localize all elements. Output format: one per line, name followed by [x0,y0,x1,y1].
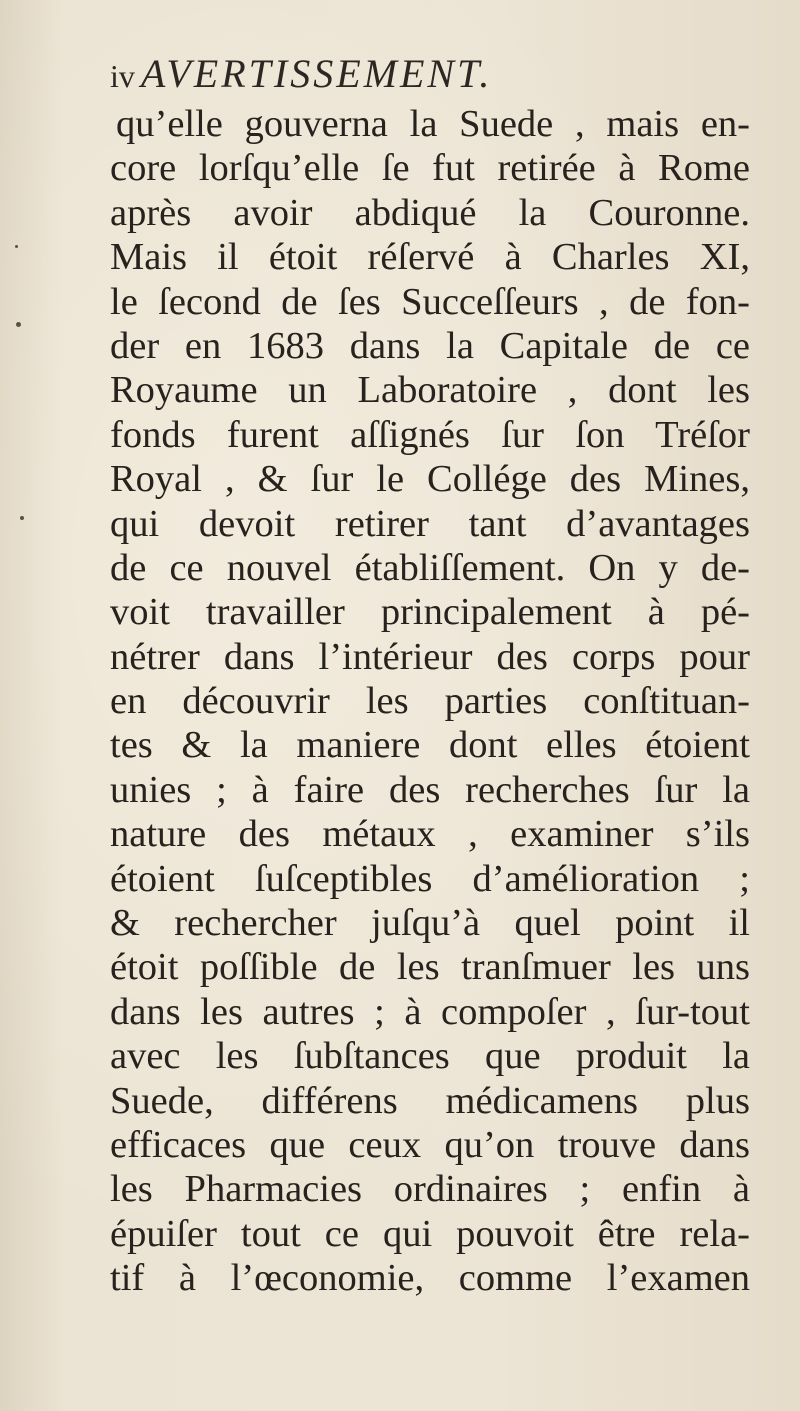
ink-speck [15,245,18,248]
text-line: qu’elle gouverna la Suede , mais en- [116,103,750,145]
running-header [110,46,750,102]
text-line: nétrer dans l’intérieur des corps pour [110,635,750,678]
body-text [110,102,750,1301]
text-line: après avoir abdiqué la Couronne. [110,191,750,234]
text-line: der en 1683 dans la Capitale de ce [110,324,750,367]
text-line: le ſecond de ſes Succeſſeurs , de fon- [110,280,750,323]
text-line: unies ; à faire des recherches ſur la [110,768,750,811]
section-title: AVERTISSEMENT. [140,51,493,96]
text-line: Royal , & ſur le Collége des Mines, [110,458,750,501]
text-line: voit travailler principalement à pé- [110,591,750,634]
text-line: tif à l’œconomie, comme l’examen [110,1257,750,1300]
text-line: Mais il étoit réſervé à Charles XI, [110,236,750,279]
text-line: en découvrir les parties conſtituan- [110,680,750,723]
page-number: iv [110,58,135,94]
text-line: dans les autres ; à compoſer , ſur-tout [110,990,750,1033]
text-line: étoient ſuſceptibles d’amélioration ; [110,857,750,900]
text-line: épuiſer tout ce qui pouvoit être rela- [110,1212,750,1255]
text-line: & rechercher juſqu’à quel point il [110,902,750,945]
text-line: Suede, différens médicamens plus [110,1079,750,1122]
text-line: fonds furent aſſignés ſur ſon Tréſor [110,413,750,456]
text-line: Royaume un Laboratoire , dont les [110,369,750,412]
ink-speck [20,516,24,520]
text-line: les Pharmacies ordinaires ; enfin à [110,1168,750,1211]
text-line: core lorſqu’elle ſe fut retirée à Rome [110,147,750,190]
ink-speck [16,322,21,327]
text-line: étoit poſſible de les tranſmuer les uns [110,946,750,989]
text-line: qui devoit retirer tant d’avantages [110,502,750,545]
text-line: avec les ſubſtances que produit la [110,1035,750,1078]
text-line: nature des métaux , examiner s’ils [110,813,750,856]
text-line: tes & la maniere dont elles étoient [110,724,750,767]
text-line: de ce nouvel établiſſement. On y de- [110,546,750,589]
text-line: efficaces que ceux qu’on trouve dans [110,1123,750,1166]
